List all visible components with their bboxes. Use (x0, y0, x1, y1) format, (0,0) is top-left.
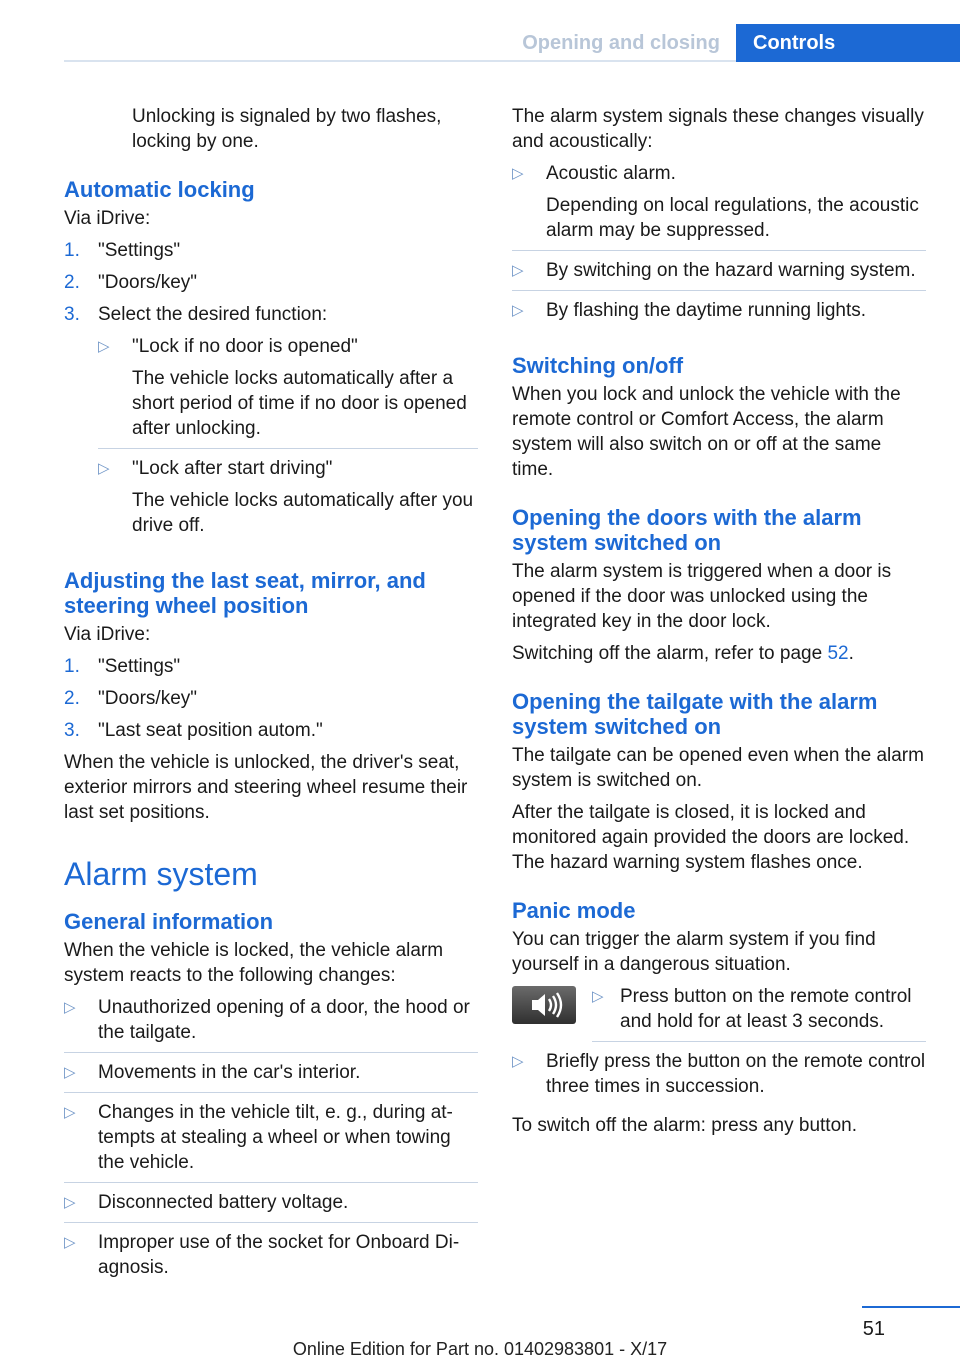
doors-reference: Switching off the alarm, refer to page 52. (512, 643, 854, 664)
list-item: ▷ Movements in the car's interior. (64, 1060, 478, 1093)
header-tab-controls: Controls (736, 24, 960, 62)
list-item: ▷ Improper use of the socket for Onboard Diagnosis. (64, 1232, 460, 1278)
tailgate-text: The tailgate can be opened even when the alarm system is switched on. (512, 745, 924, 791)
list-item: 2. "Doors/key" (64, 688, 198, 709)
switching-text: When you lock and unlock the vehicle with the remote control or Comfort Access, the alarm system will also switch on or off at the same time. (512, 384, 901, 480)
page-link[interactable]: 52 (827, 643, 849, 664)
panic-mode-heading: Panic mode (512, 898, 636, 923)
footer-divider (862, 1306, 960, 1308)
list-item: ▷ By flashing the daytime running lights. (512, 300, 867, 321)
triangle-bullet-icon: ▷ (512, 165, 524, 182)
automatic-locking-heading: Automatic locking (64, 177, 255, 202)
automatic-locking-options (98, 334, 478, 545)
panic-button-row (512, 984, 926, 1042)
triangle-bullet-icon: ▷ (64, 1104, 76, 1121)
triangle-bullet-icon: ▷ (64, 1194, 76, 1211)
right-column (512, 104, 926, 1145)
doors-text: The alarm system is triggered when a door is opened if the door was unlocked using the integrated key in the door lock. (512, 561, 892, 632)
triangle-bullet-icon: ▷ (592, 988, 604, 1005)
list-item: 3. "Last seat position autom." (64, 720, 323, 741)
alarm-system-heading: Alarm system (64, 856, 258, 892)
header-section-title: Opening and closing (522, 32, 720, 54)
alarm-triggers-list (64, 995, 478, 1287)
tailgate-heading: Opening the tailgate with the alarm system switched on (512, 689, 878, 739)
signals-list (512, 161, 926, 330)
tailgate-text: After the tailgate is closed, it is locked and monitored again provided the doors are locked. The hazard warning system flashes once. (512, 802, 910, 873)
via-idrive-text: Via iDrive: (64, 208, 151, 229)
adjusting-text: When the vehicle is unlocked, the driver's seat, exterior mirrors and steering wheel resume their last set positions. (64, 752, 468, 823)
list-item: ▷ Acoustic alarm. Depending on local regulations, the acoustic alarm may be suppressed. (512, 161, 926, 251)
adjusting-heading: Adjusting the last seat, mirror, and steering wheel position (64, 568, 426, 618)
triangle-bullet-icon: ▷ (64, 999, 76, 1016)
triangle-bullet-icon: ▷ (64, 1064, 76, 1081)
page-number: 51 (862, 1318, 885, 1340)
adjusting-steps (64, 654, 478, 743)
list-item: ▷ By switching on the hazard warning system. (512, 258, 926, 291)
triangle-bullet-icon: ▷ (64, 1234, 76, 1251)
panic-end-text: To switch off the alarm: press any button. (512, 1115, 857, 1136)
list-item: ▷ "Lock if no door is opened" The vehicle locks automatically after a short period of time if no door is opened after unlocking. (98, 334, 478, 449)
list-item: ▷ Unauthorized opening of a door, the hood or the tailgate. (64, 995, 478, 1053)
list-item: ▷ Briefly press the button on the remote control three times in succession. (512, 1051, 926, 1097)
footer-edition: Online Edition for Part no. 01402983801 - X/17 (292, 1339, 668, 1359)
list-item: 1. "Settings" (64, 656, 181, 677)
left-column (64, 104, 478, 1294)
triangle-bullet-icon: ▷ (98, 338, 110, 355)
panic-text: You can trigger the alarm system if you find yourself in a dangerous situation. (512, 929, 876, 975)
list-item: 2. "Doors/key" (64, 272, 198, 293)
triangle-bullet-icon: ▷ (512, 262, 524, 279)
triangle-bullet-icon: ▷ (512, 302, 524, 319)
general-information-heading: General information (64, 909, 274, 934)
signals-text: The alarm system signals these changes visually and acoustically: (512, 106, 924, 152)
speaker-icon (512, 986, 576, 1024)
list-item: 3. Select the desired function: ▷ "Lock if no door is opened" The vehicle locks automatically after a short period of time if no door is opened after unlocking. ▷ "Lock after start driving" The vehicle locks automatically after you drive off. (64, 302, 478, 545)
triangle-bullet-icon: ▷ (98, 460, 110, 477)
list-item: ▷ Changes in the vehicle tilt, e. g., during attempts at stealing a wheel or when towing the vehicle. (64, 1100, 478, 1183)
list-item: ▷ Disconnected battery voltage. (64, 1190, 478, 1223)
general-text: When the vehicle is locked, the vehicle alarm system reacts to the following changes: (64, 940, 444, 986)
automatic-locking-steps (64, 238, 478, 545)
switching-heading: Switching on/off (512, 353, 684, 378)
via-idrive-text: Via iDrive: (64, 624, 151, 645)
intro-text: Unlocking is signaled by two flashes, locking by one. (132, 106, 442, 152)
doors-heading: Opening the doors with the alarm system switched on (512, 505, 862, 555)
panic-list-second (512, 1049, 926, 1106)
list-item: 1. "Settings" (64, 240, 181, 261)
list-item: ▷ "Lock after start driving" The vehicle locks automatically after you drive off. (98, 458, 474, 536)
list-item: ▷ Press button on the remote control and hold for at least 3 seconds. (592, 984, 926, 1042)
triangle-bullet-icon: ▷ (512, 1053, 524, 1070)
